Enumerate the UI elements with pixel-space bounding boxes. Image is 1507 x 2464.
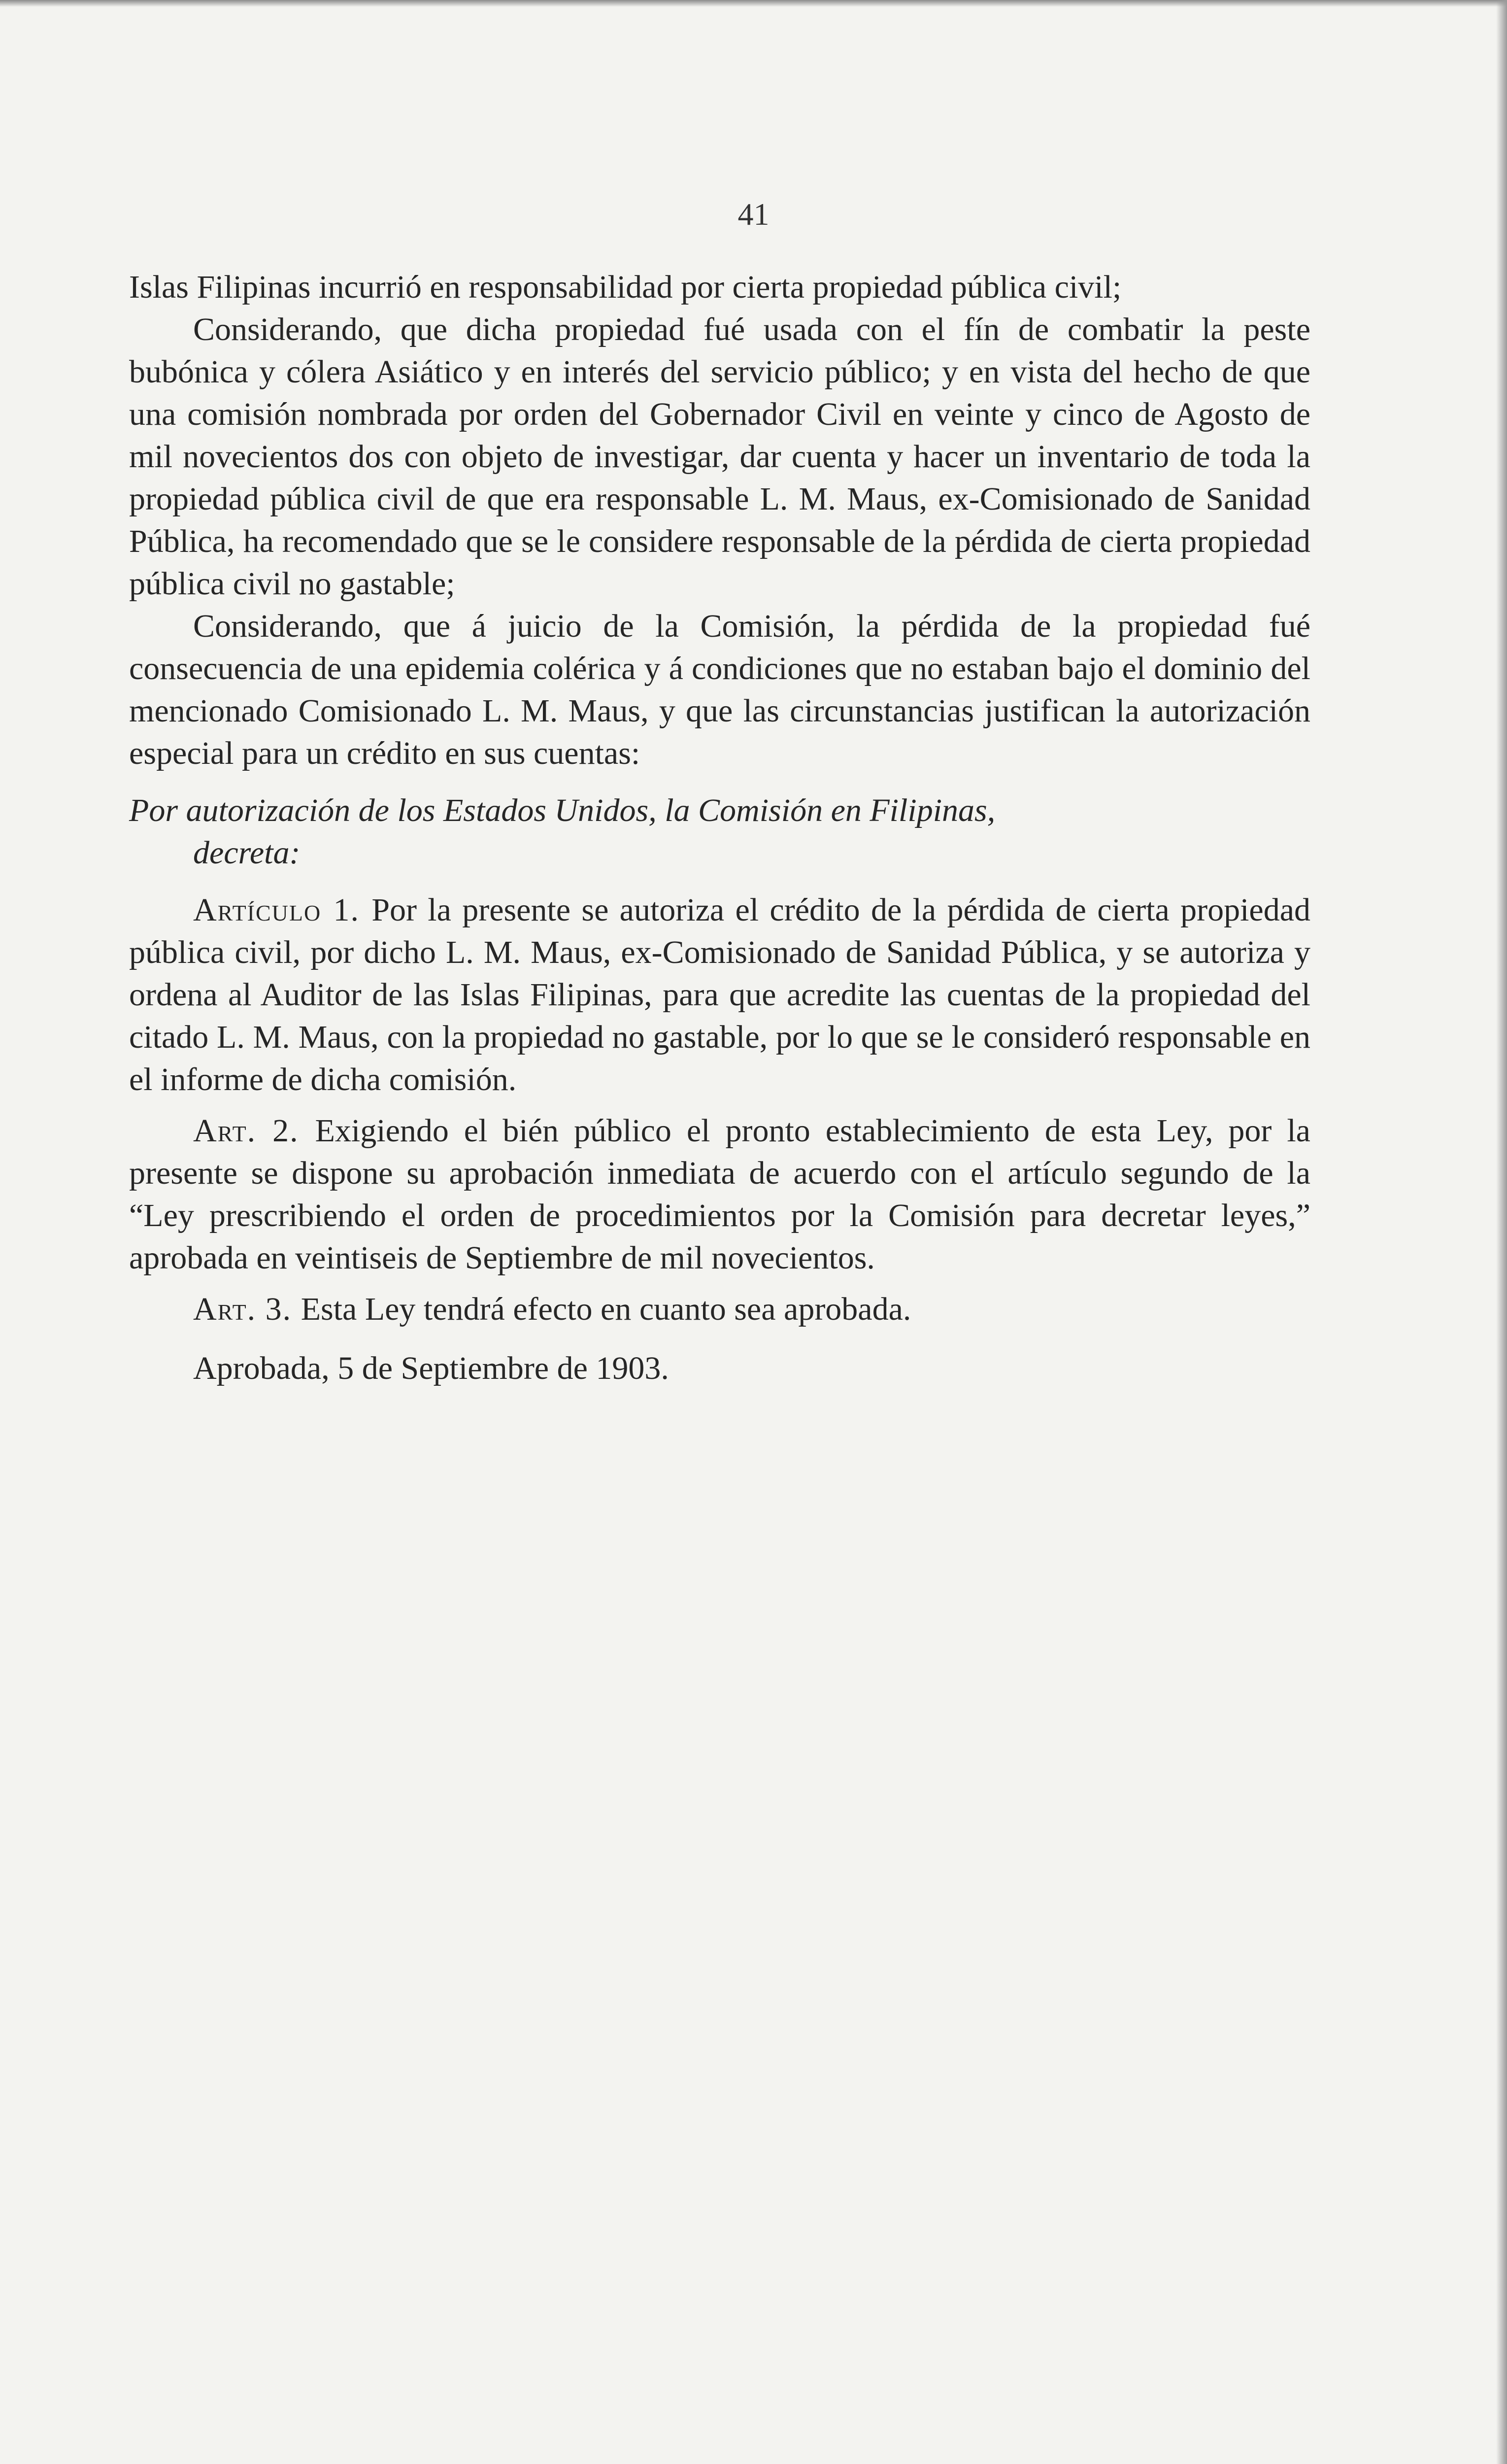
document-body: [129, 266, 1310, 1390]
article-1-label: Artículo 1.: [193, 892, 372, 928]
article-1: [129, 889, 1310, 1101]
paragraph-considerando-1: Considerando, que dicha propiedad fué usada con el fín de combatir la peste bubónica y cólera Asiático y en interés del servicio público; y en vista del hecho de que una comisión nombrada por orden del Gobernador Civil en veinte y cinco de Agosto de mil novecientos dos con objeto de investigar, dar cuenta y hacer un inventario de toda la propiedad pública civil de que era responsable L. M. Maus, ex-Comisionado de Sanidad Pública, ha recomendado que se le considere responsable de la pérdida de cierta propiedad pública civil no gastable;: [129, 311, 1310, 602]
article-3: [129, 1288, 1310, 1331]
scan-edge-top: [0, 0, 1507, 7]
approval-date: Aprobada, 5 de Septiembre de 1903.: [193, 1350, 669, 1386]
paragraph-considerando-2: Considerando, que á juicio de la Comisión, la pérdida de la propiedad fué consecuencia de una epidemia colérica y á condiciones que no estaban bajo el dominio del mencionado Comisionado L. M. Maus, y que las circunstancias justifican la autorización especial para un crédito en sus cuentas:: [129, 608, 1310, 771]
article-1-text: Por la presente se autoriza el crédito de la pérdida de cierta propiedad pública civil, por dicho L. M. Maus, ex-Comisionado de Sanidad Pública, y se autoriza y ordena al Auditor de las Islas Filipinas, para que acredite las cuentas de la propiedad del citado L. M. Maus, con la propiedad no gastable, por lo que se le consideró responsable en el informe de dicha comisión.: [129, 892, 1311, 1097]
enacting-clause-line-1: Por autorización de los Estados Unidos, la Comisión en Filipinas,: [129, 792, 996, 828]
enacting-clause-line-2: decreta:: [193, 835, 301, 871]
article-2-label: Art. 2.: [193, 1113, 315, 1149]
article-3-text: Esta Ley tendrá efecto en cuanto sea aprobada.: [301, 1291, 911, 1327]
enacting-clause: [129, 789, 1310, 874]
article-2: [129, 1110, 1310, 1279]
paragraph-continuation: Islas Filipinas incurrió en responsabilidad por cierta propiedad pública civil;: [129, 269, 1122, 305]
article-3-label: Art. 3.: [193, 1291, 301, 1327]
page-number: 41: [737, 197, 770, 232]
article-2-text: Exigiendo el bién público el pronto establecimiento de esta Ley, por la presente se dispone su aprobación inmediata de acuerdo con el artículo segundo de la “Ley prescribiendo el orden de procedimientos por la Comisión para decretar leyes,” aprobada en veintiseis de Septiembre de mil novecientos.: [129, 1113, 1310, 1276]
scan-edge-right: [1496, 0, 1507, 2464]
